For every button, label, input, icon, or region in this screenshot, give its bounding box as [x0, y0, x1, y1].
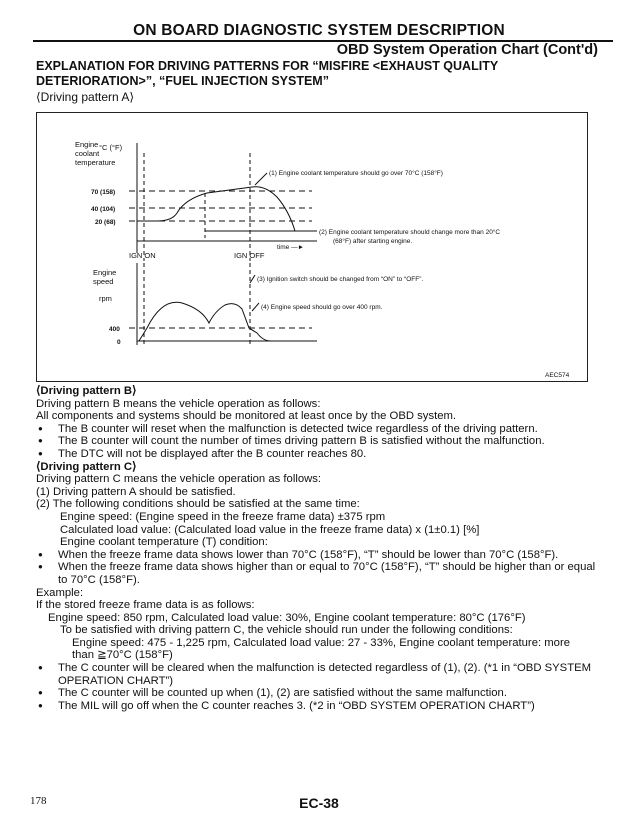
page-number: 178: [30, 795, 47, 807]
page-subtitle: OBD System Operation Chart (Cont'd): [336, 42, 598, 58]
c-bullet-3: ● The C counter will be cleared when the malfunction is detected regardless of (1), (2). (*1 in “OBD SYSTEM OPERATION CHART”): [36, 662, 596, 687]
c-item-2: (2) The following conditions should be satisfied at the same time:: [36, 498, 360, 511]
example-line-5: than ≧70°C (158°F): [72, 649, 173, 662]
ect-curve: [137, 187, 295, 231]
example-line-2: Engine speed: 850 rpm, Calculated load value: 30%, Engine coolant temperature: 80°C (176°F): [48, 611, 526, 624]
c-cond-2: Calculated load value: (Calculated load value in the freeze frame data) x (1±0.1) [%]: [60, 523, 480, 536]
figure-code: AEC574: [545, 372, 570, 379]
c-bullet-1: ● When the freeze frame data shows lower than 70°C (158°F), “T” should be lower than 70°C (158°F).: [36, 549, 596, 562]
b-bullet-2: ● The B counter will count the number of times driving pattern B is satisfied without the malfunction.: [36, 435, 596, 448]
c-cond-1: Engine speed: (Engine speed in the freeze frame data) ±375 rpm: [60, 510, 386, 523]
pattern-b-label: ⟨Driving pattern B⟩: [36, 385, 137, 397]
tick-0: 0: [117, 339, 121, 346]
time-label: time —►: [277, 244, 305, 251]
c-bullet-2: ● When the freeze frame data shows higher than or equal to 70°C (158°F), “T” should be higher than or equal to 70°C (158°F).: [36, 561, 596, 586]
c-bullet-5: ● The MIL will go off when the C counter reaches 3. (*2 in “OBD SYSTEM OPERATION CHART”): [36, 700, 596, 713]
driving-pattern-a-diagram: [36, 112, 588, 382]
page-title: ON BOARD DIAGNOSTIC SYSTEM DESCRIPTION: [133, 22, 505, 39]
example-label: Example:: [36, 586, 84, 599]
ect-label-2: coolant: [75, 149, 100, 158]
ect-label-3: temperature: [75, 158, 116, 167]
speed-label-1: Engine: [93, 268, 117, 277]
ign-on-label: IGN ON: [129, 251, 156, 260]
note1-leader: [255, 173, 267, 185]
note-3: (3) Ignition switch should be changed from “ON” to “OFF”.: [257, 276, 424, 283]
b-bullet-1: ● The B counter will reset when the malfunction is detected twice regardless of the driving pattern.: [36, 423, 596, 436]
b-line-2: All components and systems should be monitored at least once by the OBD system.: [36, 410, 457, 423]
note-2b: (68°F) after starting engine.: [333, 238, 413, 245]
c-bullet-4: ● The C counter will be counted up when (1), (2) are satisfied without the same malfunction.: [36, 687, 596, 700]
ign-off-label: IGN OFF: [234, 251, 265, 260]
c-item-1: (1) Driving pattern A should be satisfied.: [36, 485, 236, 498]
body-text: [36, 385, 596, 712]
section-heading: EXPLANATION FOR DRIVING PATTERNS FOR “MISFIRE <EXHAUST QUALITY DETERIORATION>”, “FUEL INJECTION SYSTEM”: [36, 59, 498, 88]
ect-label-1: Engine: [75, 140, 99, 149]
example-line-3: To be satisfied with driving pattern C, the vehicle should run under the following conditions:: [60, 624, 513, 637]
example-line-4: Engine speed: 475 - 1,225 rpm, Calculated load value: 27 - 33%, Engine coolant temperature: more: [72, 636, 570, 649]
example-line-1: If the stored freeze frame data is as follows:: [36, 599, 255, 612]
diagram-svg: [37, 113, 589, 383]
c-line-1: Driving pattern C means the vehicle operation as follows:: [36, 473, 322, 486]
b-line-1: Driving pattern B means the vehicle operation as follows:: [36, 397, 321, 410]
ect-unit: °C (°F): [99, 143, 123, 152]
tick-70: 70 (158): [91, 189, 116, 196]
tick-20: 20 (68): [95, 219, 116, 226]
tick-400: 400: [109, 326, 120, 333]
pattern-a-label: ⟨Driving pattern A⟩: [36, 90, 135, 104]
pattern-c-label: ⟨Driving pattern C⟩: [36, 460, 137, 473]
note4-leader: [252, 303, 259, 311]
speed-unit: rpm: [99, 294, 112, 303]
c-cond-3: Engine coolant temperature (T) condition:: [60, 536, 268, 549]
note-4: (4) Engine speed should go over 400 rpm.: [261, 304, 383, 311]
speed-label-2: speed: [93, 277, 114, 286]
note-2a: (2) Engine coolant temperature should change more than 20°C: [319, 229, 501, 236]
note-1: (1) Engine coolant temperature should go over 70°C (158°F): [269, 170, 443, 177]
speed-curve: [139, 302, 271, 341]
note3-leader: [250, 275, 255, 283]
b-bullet-3: ● The DTC will not be displayed after the B counter reaches 80.: [36, 448, 596, 461]
tick-40: 40 (104): [91, 206, 116, 213]
section-code: EC-38: [299, 795, 339, 811]
